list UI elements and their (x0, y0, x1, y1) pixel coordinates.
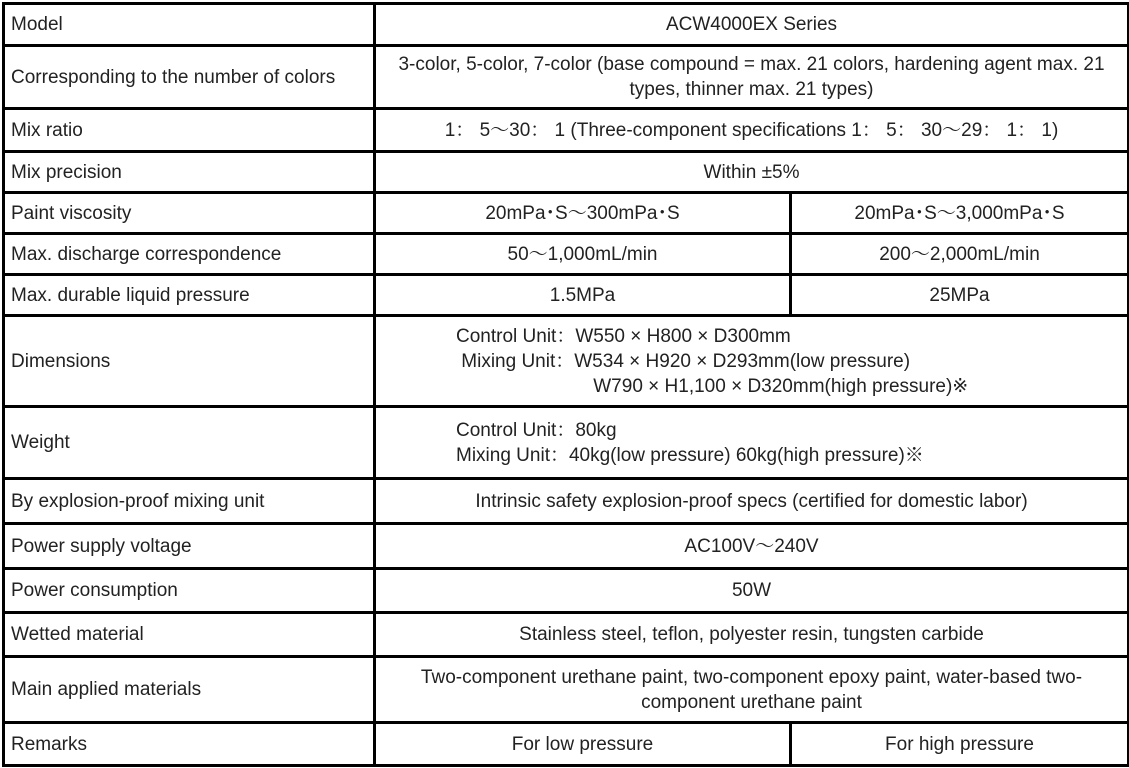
dimensions-line: W790 × H1,100 × D320mm(high pressure)※ (456, 375, 969, 397)
row-value: 50W (375, 569, 1129, 613)
row-label: By explosion-proof mixing unit (4, 479, 375, 524)
row-value: Stainless steel, teflon, polyester resin, tungsten carbide (375, 613, 1129, 657)
table-row (4, 109, 1129, 152)
table-row (4, 234, 1129, 275)
row-label: Main applied materials (4, 657, 375, 723)
row-label: Max. durable liquid pressure (4, 275, 375, 316)
row-label: Weight (4, 407, 375, 479)
high-pressure-value: 200～2,000mL/min (791, 234, 1129, 275)
table-row (4, 613, 1129, 657)
low-pressure-value: For low pressure (375, 723, 791, 766)
high-pressure-value: For high pressure (791, 723, 1129, 766)
low-pressure-value: 1.5MPa (375, 275, 791, 316)
weight-value (375, 407, 1129, 479)
row-label: Power consumption (4, 569, 375, 613)
table-row (4, 193, 1129, 234)
table-row (4, 569, 1129, 613)
row-value: 3-color, 5-color, 7-color (base compound = max. 21 colors, hardening agent max. 21 types, thinner max. 21 types) (375, 46, 1129, 109)
dimensions-value (375, 316, 1129, 407)
table-row (4, 723, 1129, 766)
weight-line: Mixing Unit：40kg(low pressure) 60kg(high pressure)※ (456, 444, 924, 466)
row-value: AC100V～240V (375, 524, 1129, 569)
table-row (4, 316, 1129, 407)
table-row (4, 524, 1129, 569)
row-value: Intrinsic safety explosion-proof specs (certified for domestic labor) (375, 479, 1129, 524)
row-value: ACW4000EX Series (375, 4, 1129, 46)
row-label: Model (4, 4, 375, 46)
table-row (4, 4, 1129, 46)
low-pressure-value: 50～1,000mL/min (375, 234, 791, 275)
row-value: Within ±5% (375, 152, 1129, 193)
table-row (4, 479, 1129, 524)
table-row (4, 46, 1129, 109)
spec-table (2, 2, 1129, 767)
row-label: Wetted material (4, 613, 375, 657)
dimensions-line: Mixing Unit：W534 × H920 × D293mm(low pressure) (456, 350, 911, 372)
row-label: Corresponding to the number of colors (4, 46, 375, 109)
row-label: Power supply voltage (4, 524, 375, 569)
weight-line: Control Unit：80kg (456, 419, 617, 441)
table-row (4, 275, 1129, 316)
dimensions-line: Control Unit：W550 × H800 × D300mm (456, 325, 791, 347)
table-row (4, 407, 1129, 479)
table-row (4, 657, 1129, 723)
table-row (4, 152, 1129, 193)
row-label: Max. discharge correspondence (4, 234, 375, 275)
row-value: Two-component urethane paint, two-component epoxy paint, water-based two-component urethane paint (375, 657, 1129, 723)
row-label: Mix ratio (4, 109, 375, 152)
high-pressure-value: 25MPa (791, 275, 1129, 316)
row-label: Paint viscosity (4, 193, 375, 234)
row-value: 1： 5～30： 1 (Three-component specifications 1： 5： 30～29： 1： 1) (375, 109, 1129, 152)
row-label: Dimensions (4, 316, 375, 407)
row-label: Remarks (4, 723, 375, 766)
high-pressure-value: 20mPa･S～3,000mPa･S (791, 193, 1129, 234)
low-pressure-value: 20mPa･S～300mPa･S (375, 193, 791, 234)
row-label: Mix precision (4, 152, 375, 193)
